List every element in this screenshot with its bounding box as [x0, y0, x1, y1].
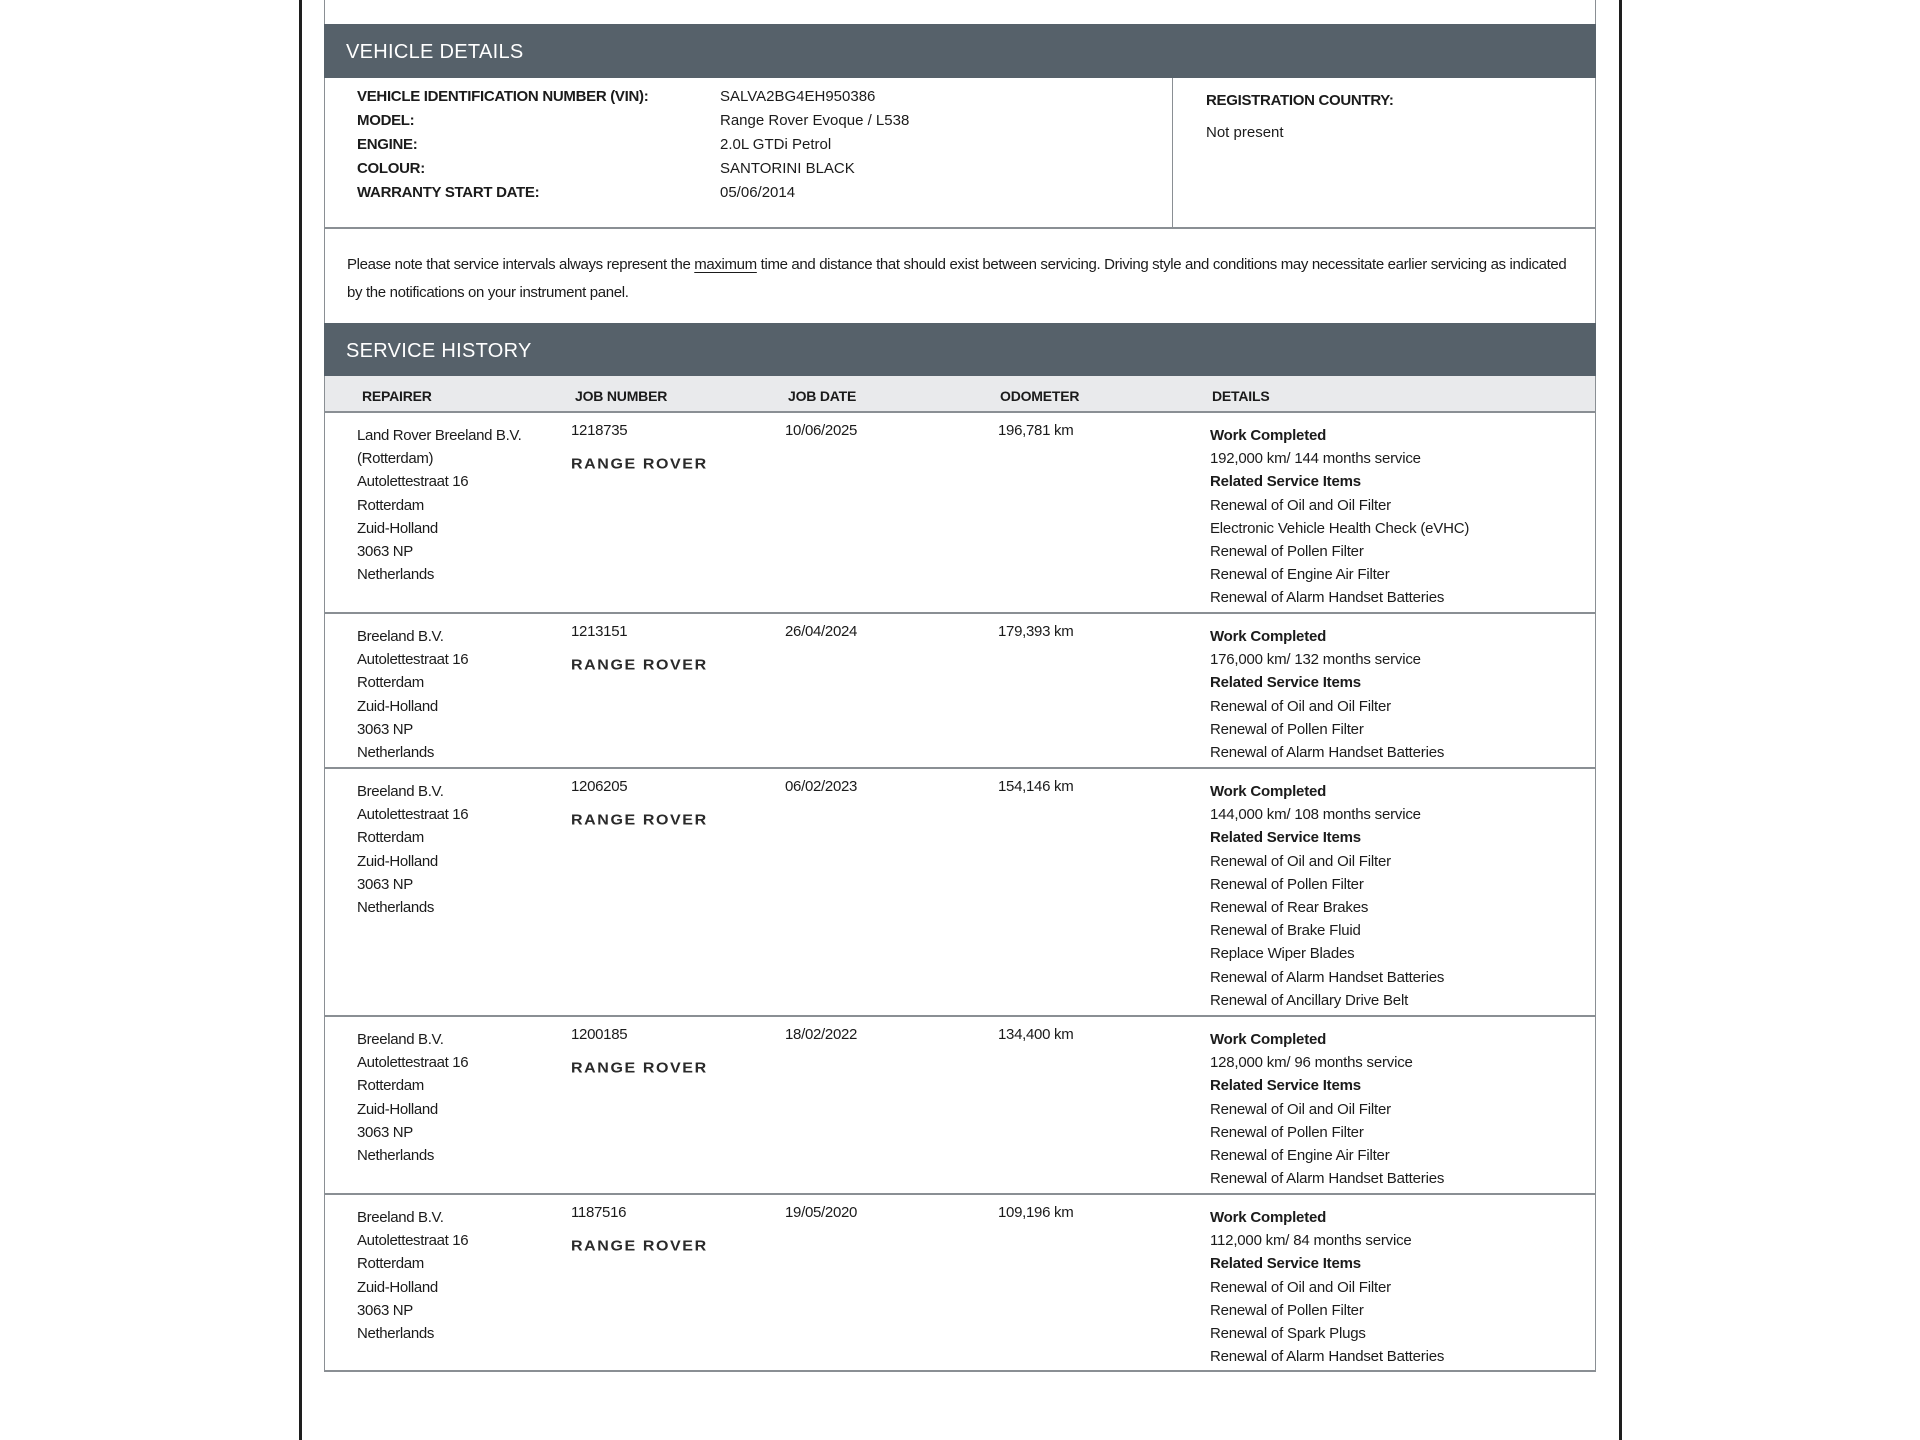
service-item: Renewal of Spark Plugs — [1210, 1325, 1366, 1343]
vehicle-details-panel — [324, 78, 1596, 229]
repairer-line: Netherlands — [357, 1325, 435, 1343]
range-rover-logo: RANGE ROVER — [571, 813, 708, 829]
service-item: Electronic Vehicle Health Check (eVHC) — [1210, 519, 1470, 537]
service-item: Renewal of Engine Air Filter — [1210, 566, 1390, 584]
vehicle-details-header: VEHICLE DETAILS — [324, 24, 1596, 78]
field-value: SALVA2BG4EH950386 — [720, 88, 876, 105]
odometer: 196,781 km — [998, 422, 1074, 439]
field-value: 2.0L GTDi Petrol — [720, 136, 832, 153]
service-item: Renewal of Ancillary Drive Belt — [1210, 991, 1409, 1009]
repairer-line: Zuid-Holland — [357, 1100, 438, 1118]
service-item: Renewal of Oil and Oil Filter — [1210, 697, 1391, 715]
repairer-line: Autolettestraat 16 — [357, 473, 469, 491]
field-value: SANTORINI BLACK — [720, 160, 855, 177]
service-item: Renewal of Pollen Filter — [1210, 875, 1364, 893]
related-items-label: Related Service Items — [1210, 1255, 1361, 1273]
column-header-details: DETAILS — [1212, 388, 1270, 404]
odometer: 134,400 km — [998, 1026, 1074, 1043]
odometer: 109,196 km — [998, 1204, 1074, 1221]
repairer-line: Breeland B.V. — [357, 1209, 444, 1226]
service-history-row — [324, 769, 1596, 1017]
range-rover-logo: RANGE ROVER — [571, 658, 708, 674]
service-history-header: SERVICE HISTORY — [324, 323, 1596, 377]
job-number: 1187516 — [571, 1204, 627, 1221]
service-history-row — [324, 1195, 1596, 1372]
repairer-line: Zuid-Holland — [357, 697, 438, 715]
service-history-column-headers — [324, 376, 1596, 413]
service-item: Renewal of Alarm Handset Batteries — [1210, 1170, 1445, 1188]
service-history-row — [324, 413, 1596, 614]
work-completed-label: Work Completed — [1210, 1209, 1327, 1226]
related-items-label: Related Service Items — [1210, 473, 1361, 491]
service-item: Renewal of Pollen Filter — [1210, 720, 1364, 738]
note-emphasis: maximum — [694, 256, 757, 273]
related-items-label: Related Service Items — [1210, 829, 1361, 847]
service-item: Renewal of Engine Air Filter — [1210, 1147, 1390, 1165]
job-number: 1218735 — [571, 422, 628, 439]
field-label: VEHICLE IDENTIFICATION NUMBER (VIN): — [357, 88, 649, 105]
service-item: Renewal of Alarm Handset Batteries — [1210, 1348, 1445, 1366]
service-item: Replace Wiper Blades — [1210, 945, 1355, 963]
column-header-odometer: ODOMETER — [1000, 388, 1080, 404]
field-label: ENGINE: — [357, 136, 418, 153]
repairer-line: Netherlands — [357, 566, 435, 584]
repairer-address — [357, 1028, 468, 1167]
field-value: 05/06/2014 — [720, 184, 796, 201]
repairer-line: Netherlands — [357, 744, 435, 762]
repairer-line: Breeland B.V. — [357, 628, 444, 645]
service-details — [1210, 1206, 1444, 1368]
registration-country-value: Not present — [1206, 124, 1284, 141]
repairer-line: Rotterdam — [357, 1077, 424, 1095]
range-rover-logo: RANGE ROVER — [571, 457, 708, 473]
column-header-job-date: JOB DATE — [788, 388, 857, 404]
repairer-line: Autolettestraat 16 — [357, 1054, 469, 1072]
service-item: Renewal of Pollen Filter — [1210, 1123, 1364, 1141]
repairer-line: (Rotterdam) — [357, 450, 434, 468]
service-details — [1210, 424, 1469, 610]
service-item: Renewal of Oil and Oil Filter — [1210, 1278, 1391, 1296]
repairer-line: Breeland B.V. — [357, 1031, 444, 1048]
odometer: 154,146 km — [998, 778, 1074, 795]
field-label: WARRANTY START DATE: — [357, 184, 540, 201]
job-number: 1213151 — [571, 623, 628, 640]
repairer-line: Breeland B.V. — [357, 783, 444, 800]
job-date: 18/02/2022 — [785, 1026, 858, 1043]
service-interval: 192,000 km/ 144 months service — [1210, 450, 1421, 468]
repairer-line: Rotterdam — [357, 496, 424, 514]
page-edge-left — [299, 0, 302, 1440]
service-interval: 176,000 km/ 132 months service — [1210, 651, 1421, 669]
range-rover-logo: RANGE ROVER — [571, 1239, 708, 1255]
job-number: 1206205 — [571, 778, 628, 795]
related-items-label: Related Service Items — [1210, 674, 1361, 692]
repairer-line: Autolettestraat 16 — [357, 1232, 469, 1250]
previous-section-frame — [324, 0, 1596, 24]
service-item: Renewal of Pollen Filter — [1210, 543, 1364, 561]
service-interval: 144,000 km/ 108 months service — [1210, 806, 1421, 824]
repairer-line: Autolettestraat 16 — [357, 806, 469, 824]
service-item: Renewal of Oil and Oil Filter — [1210, 1100, 1391, 1118]
service-details — [1210, 780, 1444, 1012]
service-interval-note — [324, 229, 1596, 323]
repairer-line: 3063 NP — [357, 543, 413, 561]
repairer-address — [357, 424, 522, 586]
repairer-line: Netherlands — [357, 1147, 435, 1165]
repairer-line: 3063 NP — [357, 875, 413, 893]
service-details — [1210, 1028, 1444, 1190]
service-item: Renewal of Oil and Oil Filter — [1210, 852, 1391, 870]
field-value: Range Rover Evoque / L538 — [720, 112, 910, 129]
service-history-row — [324, 1017, 1596, 1195]
repairer-address — [357, 625, 468, 764]
job-date: 26/04/2024 — [785, 623, 858, 640]
odometer: 179,393 km — [998, 623, 1074, 640]
note-text-after: time and distance that should exist between servicing. Driving style and conditions may necessitate earlier servicing as indicated by the notifications on your instrument panel. — [347, 256, 1567, 301]
service-details — [1210, 625, 1444, 764]
service-item: Renewal of Alarm Handset Batteries — [1210, 589, 1445, 607]
service-item: Renewal of Brake Fluid — [1210, 922, 1361, 940]
repairer-line: Zuid-Holland — [357, 519, 438, 537]
repairer-address — [357, 1206, 468, 1345]
column-header-job-number: JOB NUMBER — [575, 388, 668, 404]
repairer-line: Land Rover Breeland B.V. — [357, 427, 522, 444]
registration-country-label: REGISTRATION COUNTRY: — [1206, 92, 1394, 109]
job-date: 06/02/2023 — [785, 778, 858, 795]
job-date: 19/05/2020 — [785, 1204, 858, 1221]
service-item: Renewal of Pollen Filter — [1210, 1301, 1364, 1319]
range-rover-logo: RANGE ROVER — [571, 1061, 708, 1077]
service-interval: 112,000 km/ 84 months service — [1210, 1232, 1412, 1250]
repairer-line: Zuid-Holland — [357, 1278, 438, 1296]
job-number: 1200185 — [571, 1026, 628, 1043]
vehicle-panel-divider — [1172, 78, 1173, 227]
service-history-row — [324, 614, 1596, 769]
work-completed-label: Work Completed — [1210, 783, 1327, 800]
repairer-line: Zuid-Holland — [357, 852, 438, 870]
repairer-line: Autolettestraat 16 — [357, 651, 469, 669]
service-interval: 128,000 km/ 96 months service — [1210, 1054, 1413, 1072]
repairer-line: Rotterdam — [357, 674, 424, 692]
service-item: Renewal of Alarm Handset Batteries — [1210, 744, 1445, 762]
repairer-address — [357, 780, 468, 919]
repairer-line: Rotterdam — [357, 1255, 424, 1273]
work-completed-label: Work Completed — [1210, 1031, 1327, 1048]
job-date: 10/06/2025 — [785, 422, 858, 439]
repairer-line: Rotterdam — [357, 829, 424, 847]
note-text-before: Please note that service intervals always represent the — [347, 256, 695, 273]
service-item: Renewal of Alarm Handset Batteries — [1210, 968, 1445, 986]
column-header-repairer: REPAIRER — [362, 388, 432, 404]
repairer-line: 3063 NP — [357, 1123, 413, 1141]
field-label: COLOUR: — [357, 160, 425, 177]
service-item: Renewal of Rear Brakes — [1210, 899, 1369, 917]
field-label: MODEL: — [357, 112, 415, 129]
repairer-line: Netherlands — [357, 899, 435, 917]
page-edge-right — [1619, 0, 1622, 1440]
work-completed-label: Work Completed — [1210, 628, 1327, 645]
work-completed-label: Work Completed — [1210, 427, 1327, 444]
related-items-label: Related Service Items — [1210, 1077, 1361, 1095]
service-item: Renewal of Oil and Oil Filter — [1210, 496, 1391, 514]
repairer-line: 3063 NP — [357, 1301, 413, 1319]
repairer-line: 3063 NP — [357, 720, 413, 738]
